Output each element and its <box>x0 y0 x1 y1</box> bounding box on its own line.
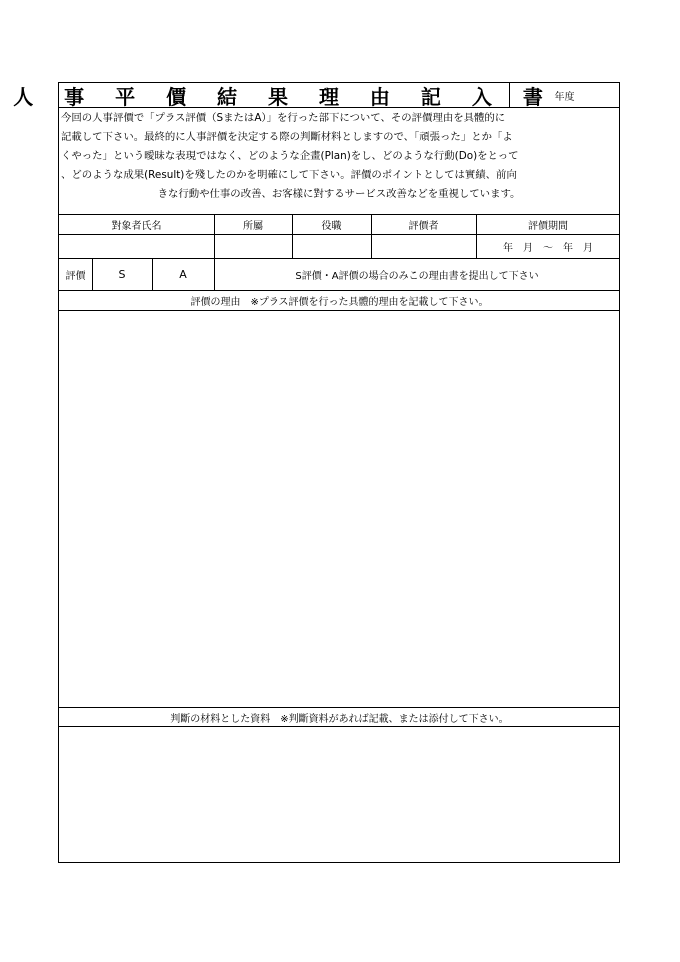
reason-header: 評價の理由 ※プラス評價を行った具體的理由を記載して下さい。 <box>190 297 489 308</box>
reason-textarea[interactable] <box>59 311 619 708</box>
intro-line: きな行動や仕事の改善、お客樣に對するサービス改善などを重視しています。 <box>157 188 521 200</box>
position-input[interactable] <box>292 235 371 258</box>
form-title: 人 事 平 價 結 果 理 由 記 入 書 <box>13 84 555 109</box>
divider <box>371 215 372 259</box>
divider <box>476 215 477 259</box>
title-row <box>13 83 619 109</box>
year-field[interactable] <box>509 83 620 107</box>
divider <box>214 215 215 259</box>
name-input[interactable] <box>59 235 214 258</box>
col-header-name: 對象者氏名 <box>111 221 162 232</box>
intro-line: 、どのような成果(Result)を殘したのかを明確にして下さい。評價のポイントとしては實績、前向 <box>61 169 517 181</box>
evaluation-form <box>13 82 620 863</box>
rating-note: S評價・A評價の場合のみこの理由書を提出して下さい <box>295 271 539 282</box>
divider <box>292 215 293 259</box>
col-header-evaluator: 評價者 <box>408 221 439 232</box>
intro-line: 記載して下さい。最終的に人事評價を決定する際の判斷材料としますので、「頑張った」とか「よ <box>61 131 513 143</box>
year-label: 年度 <box>554 91 575 103</box>
col-header-dept: 所屬 <box>243 221 263 232</box>
rating-label: 評價 <box>65 271 86 282</box>
materials-header: 判斷の材料とした資料 ※判斷資料があれば記載、または添付して下さい。 <box>170 713 509 725</box>
materials-textarea[interactable] <box>59 727 620 862</box>
col-header-period: 評價期間 <box>528 221 568 232</box>
intro-paragraph <box>61 109 617 204</box>
period-input[interactable]: 年 月 ～ 年 月 <box>503 243 593 254</box>
intro-line: くやった」という曖昧な表現ではなく、どのような企畫(Plan)をし、どのような行動(Do)をとって <box>61 150 519 162</box>
intro-line: 今回の人事評價で「プラス評價（SまたはA）」を行った部下について、その評價理由を具體的に <box>61 112 506 124</box>
evaluator-input[interactable] <box>371 235 476 258</box>
rating-option-s[interactable]: S <box>118 268 126 281</box>
dept-input[interactable] <box>214 235 292 258</box>
rating-option-a[interactable]: A <box>179 268 187 281</box>
col-header-position: 役職 <box>321 221 342 232</box>
